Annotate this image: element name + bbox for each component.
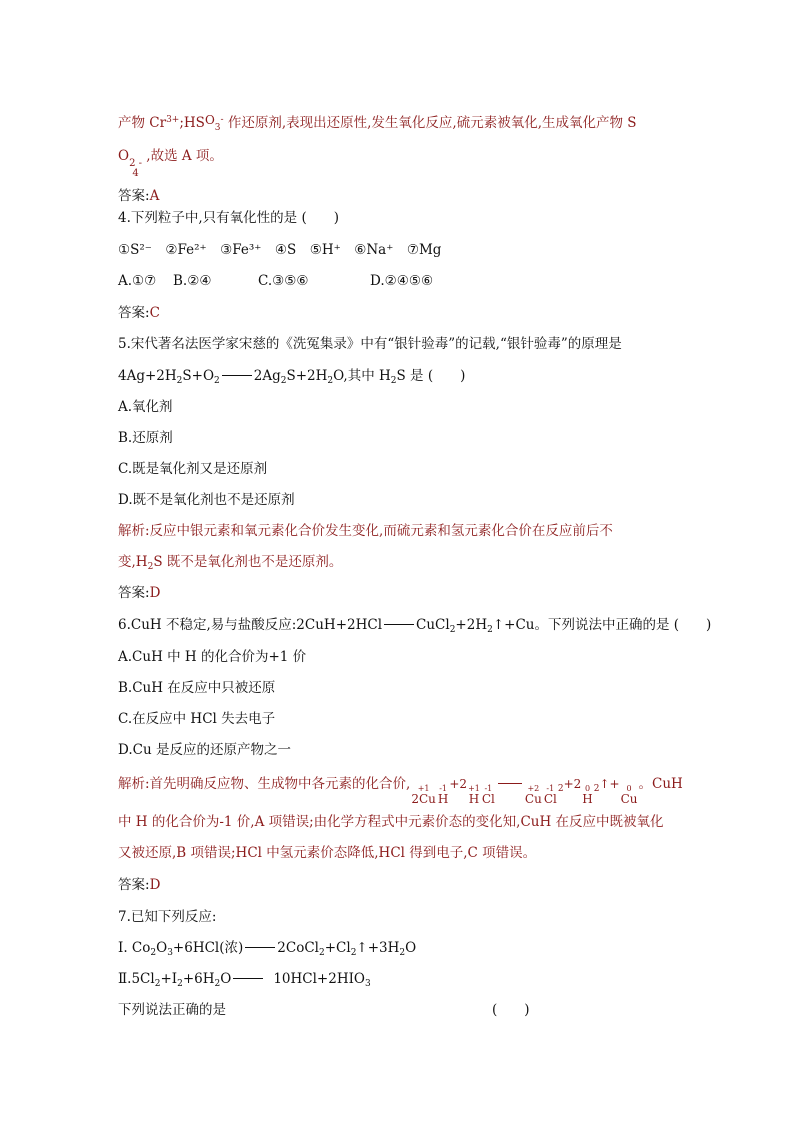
text: S 是 ( ) — [396, 368, 466, 384]
text: 解析:首先明确反应物、生成物中各元素的化合价, — [118, 776, 411, 792]
text: O — [156, 940, 168, 956]
text: 2Ag — [253, 368, 281, 384]
subscript: 3 — [214, 123, 221, 133]
question-7-reaction-2: $Ⅱ.5Cl_2+I_2+6H_2O$ $10HCl+2HIO_3$ — [118, 971, 371, 989]
text: +Cl — [324, 940, 351, 956]
equals-bar — [384, 624, 414, 625]
question-6-option-b: B.CuH 在反应中只被还原 — [118, 680, 276, 696]
question-7-prompt — [118, 1000, 688, 1020]
explanation-5-line-2: 变$,H_2S$ 既不是氧化剂也不是还原剂。 — [118, 554, 343, 572]
text: Ⅰ. Co — [118, 940, 151, 956]
text: O — [220, 971, 232, 987]
text: ,故选 A 项。 — [142, 148, 223, 164]
oxidation-state: -1 Cl — [481, 784, 495, 806]
text: 10HCl+2HIO — [273, 971, 366, 987]
equals-bar — [498, 783, 522, 784]
superscript: - — [220, 115, 224, 125]
text: O — [118, 148, 130, 164]
text: +2H — [455, 617, 488, 633]
superscript: 2 - — [129, 158, 142, 169]
oxidation-state: 0 H — [582, 784, 593, 806]
question-5-option-d: D.既不是氧化剂也不是还原剂 — [118, 492, 295, 508]
question-5-stem: 5.宋代著名法医学家宋慈的《洗冤集录》中有“银针验毒”的记载,“银针验毒”的原理是 — [118, 336, 622, 352]
option-b: B.②④ — [173, 273, 212, 289]
option-d: D.②④⑤⑥ — [370, 273, 434, 289]
text: O — [333, 368, 344, 384]
answer-blank: ( ) — [492, 1002, 530, 1018]
question-7-reaction-1: Ⅰ. $Co_2O_3+6HCl$(浓) $2CoCl_2+Cl_2↑+3H_2O$ — [118, 940, 417, 958]
text: 2CoCl — [277, 940, 319, 956]
equals-bar — [233, 978, 263, 979]
oxidation-state: +1 H — [468, 784, 480, 806]
question-6-stem: 6.CuH 不稳定,易与盐酸反应:2CuH+2HCl $CuCl_2+2H_2↑+Cu$。下列说法中正确的是 ( ) — [118, 617, 712, 635]
text: O — [405, 940, 417, 956]
superscript: 3+ — [166, 115, 180, 125]
answer-value: D — [149, 585, 161, 601]
answer-5 — [118, 583, 688, 603]
option-c: C.③⑤⑥ — [258, 273, 309, 289]
oxidation-state: +2 Cu — [524, 784, 542, 806]
text: +I — [160, 971, 178, 987]
oxidation-state: +1 2Cu — [411, 784, 436, 806]
equals-bar — [222, 375, 252, 376]
answer-6 — [118, 875, 688, 895]
equals-bar — [245, 947, 275, 948]
answer-label: 答案: — [118, 877, 150, 893]
answer-label: 答案: — [118, 305, 150, 321]
question-6-option-d: D.Cu 是反应的还原产物之一 — [118, 742, 291, 758]
text: 产物 Cr — [118, 115, 167, 131]
text: +6HCl(浓) — [172, 940, 244, 956]
text: ↑+Cu。下列说法中正确的是 ( ) — [492, 617, 712, 633]
explanation-line-1 — [118, 110, 688, 138]
question-6-option-c: C.在反应中 HCl 失去电子 — [118, 711, 276, 727]
explanation-line-2 — [118, 146, 688, 179]
question-5-option-a: A.氧化剂 — [118, 399, 173, 415]
answer-value: C — [149, 305, 160, 321]
text: 。CuH — [638, 776, 683, 792]
text: Ⅱ.5Cl — [118, 971, 155, 987]
text: 作还原剂,表现出还原性,发生氧化反应,硫元素被氧化,生成氧化产物 S — [223, 115, 637, 131]
question-5-equation: $4Ag+2H_2S+O_2$ $2Ag_2S+2H_2O$,其中 $H_2S$ 是 ( ) — [118, 368, 466, 386]
charge-stack — [129, 159, 142, 179]
answer-3 — [118, 186, 688, 206]
question-7-stem: 7.已知下列反应: — [118, 909, 217, 925]
text: ;HS — [179, 115, 205, 131]
question-5-option-c: C.既是氧化剂又是还原剂 — [118, 461, 268, 477]
explanation-5-line-1: 解析:反应中银元素和氧元素化合价发生变化,而硫元素和氢元素化合价在反应前后不 — [118, 523, 613, 539]
text: 4Ag+2H — [118, 368, 177, 384]
text: S+2H — [286, 368, 328, 384]
question-5-option-b: B.还原剂 — [118, 430, 173, 446]
answer-label: 答案: — [118, 188, 150, 204]
text: S 既不是氧化剂也不是还原剂。 — [153, 554, 343, 570]
text: 变,H — [118, 554, 148, 570]
explanation-6-line-1: 解析:首先明确反应物、生成物中各元素的化合价, +1 2Cu -1 H +2 +1 H -1 Cl +2 Cu -1 Cl $_2$+2 0 H $_2$↑+ 0 Cu 。CuH — [118, 776, 683, 806]
answer-value: A — [149, 188, 160, 204]
text: CuCl — [416, 617, 450, 633]
text: O — [204, 113, 215, 127]
text: ↑+3H — [356, 940, 400, 956]
answer-value: D — [149, 877, 161, 893]
text: 下列说法正确的是 — [118, 1002, 226, 1018]
text: ,其中 H — [343, 368, 391, 384]
answer-label: 答案: — [118, 585, 150, 601]
text: 6.CuH 不稳定,易与盐酸反应:2CuH+2HCl — [118, 617, 383, 633]
oxidation-state: -1 H — [437, 784, 449, 806]
explanation-6-line-3: 又被还原,B 项错误;HCl 中氢元素价态降低,HCl 得到电子,C 项错误。 — [118, 845, 537, 861]
answer-4 — [118, 303, 688, 323]
option-a: A.①⑦ — [118, 273, 157, 289]
text: +6H — [182, 971, 215, 987]
question-6-option-a: A.CuH 中 H 的化合价为+1 价 — [118, 649, 307, 665]
question-4-items: ①S²⁻ ②Fe²⁺ ③Fe³⁺ ④S ⑤H⁺ ⑥Na⁺ ⑦Mg — [118, 242, 442, 258]
question-4-stem: 4.下列粒子中,只有氧化性的是 ( ) — [118, 210, 339, 226]
oxidation-state: -1 Cl — [543, 784, 557, 806]
oxidation-state: 0 Cu — [620, 784, 638, 806]
subscript: 4 — [132, 168, 139, 179]
text: S+O — [182, 368, 215, 384]
explanation-6-line-2: 中 H 的化合价为-1 价,A 项错误;由化学方程式中元素价态的变化知,CuH 在反应中既被氧化 — [118, 814, 664, 830]
